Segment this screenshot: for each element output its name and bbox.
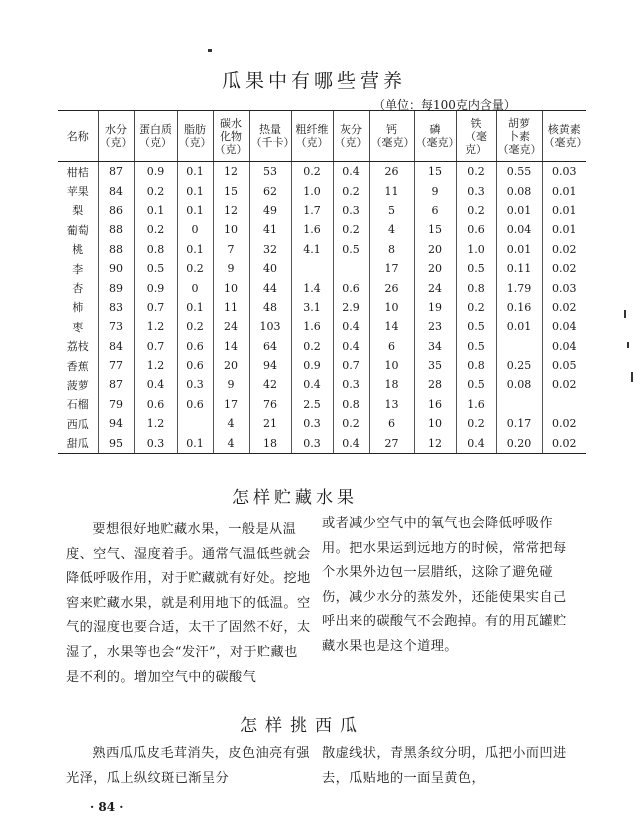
value-cell: 0.5 xyxy=(134,259,177,278)
column-header-line: （克） xyxy=(99,136,133,149)
value-cell: 8 xyxy=(369,240,414,259)
value-cell: 1.0 xyxy=(456,240,496,259)
value-cell: 49 xyxy=(249,201,291,220)
value-cell: 0.11 xyxy=(496,259,542,278)
value-cell: 0.4 xyxy=(333,162,369,182)
table-row xyxy=(58,414,586,433)
column-header xyxy=(496,111,542,162)
value-cell: 0.4 xyxy=(456,433,496,453)
value-cell: 0.9 xyxy=(291,356,333,375)
value-cell: 0.2 xyxy=(134,220,177,239)
value-cell: 24 xyxy=(414,278,456,297)
value-cell: 12 xyxy=(213,201,249,220)
value-cell: 0.2 xyxy=(134,181,177,200)
value-cell: 20 xyxy=(414,259,456,278)
value-cell: 15 xyxy=(213,181,249,200)
value-cell: 0.3 xyxy=(291,433,333,453)
storage-paragraph-left: 要想很好地贮藏水果，一般是从温度、空气、湿度着手。通常气温低些就会降低呼吸作用，对于贮藏就有好处。挖地窖来贮藏水果，就是利用地下的低温。空气的湿度也要合适，太干了固然不好，太湿了，水果等也会“发汗”，对于贮藏也是不利的。增加空气中的碳酸气 xyxy=(66,522,311,685)
column-header-line: （克） xyxy=(334,136,368,149)
value-cell xyxy=(496,395,542,414)
value-cell: 0.25 xyxy=(496,356,542,375)
value-cell: 48 xyxy=(249,298,291,317)
table-row xyxy=(58,181,586,200)
value-cell: 40 xyxy=(249,259,291,278)
fruit-name-cell: 枣 xyxy=(72,320,84,334)
value-cell: 0.04 xyxy=(542,317,586,336)
value-cell: 1.2 xyxy=(134,414,177,433)
value-cell: 0.01 xyxy=(542,201,586,220)
value-cell: 0.02 xyxy=(542,414,586,433)
value-cell: 79 xyxy=(98,395,134,414)
table-row xyxy=(58,201,586,220)
fruit-name-cell: 甜瓜 xyxy=(58,433,98,453)
value-cell: 12 xyxy=(213,162,249,182)
value-cell: 83 xyxy=(98,298,134,317)
column-header xyxy=(213,111,249,162)
margin-mark xyxy=(624,310,626,318)
value-cell: 0.3 xyxy=(333,201,369,220)
value-cell: 41 xyxy=(249,220,291,239)
table-header-row xyxy=(58,111,586,162)
column-header-line: 钙 xyxy=(386,123,397,136)
value-cell: 0.5 xyxy=(333,240,369,259)
column-header-line: （克） xyxy=(295,136,329,149)
column-header-line: （克） xyxy=(139,136,172,149)
value-cell: 16 xyxy=(414,395,456,414)
value-cell: 0.08 xyxy=(496,181,542,200)
value-cell: 6 xyxy=(369,414,414,433)
value-cell: 32 xyxy=(249,240,291,259)
table-row xyxy=(58,375,586,394)
fruit-name-cell: 柿 xyxy=(72,301,84,315)
table-row xyxy=(58,162,586,182)
value-cell: 12 xyxy=(414,433,456,453)
fruit-name-cell: 香蕉 xyxy=(66,359,89,373)
value-cell: 53 xyxy=(249,162,291,182)
value-cell: 95 xyxy=(98,433,134,453)
value-cell: 21 xyxy=(249,414,291,433)
value-cell: 0.1 xyxy=(177,201,213,220)
value-cell: 0.2 xyxy=(333,181,369,200)
margin-mark xyxy=(631,372,633,382)
value-cell: 0.2 xyxy=(333,220,369,239)
column-header-line: 名称 xyxy=(66,129,89,143)
table-row xyxy=(58,259,586,278)
value-cell: 15 xyxy=(414,220,456,239)
value-cell: 0.4 xyxy=(333,337,369,356)
value-cell: 0.3 xyxy=(134,433,177,453)
value-cell: 10 xyxy=(213,278,249,297)
value-cell: 26 xyxy=(369,162,414,182)
value-cell: 4.1 xyxy=(291,240,333,259)
value-cell: 1.2 xyxy=(134,356,177,375)
column-header xyxy=(134,111,177,162)
value-cell: 86 xyxy=(98,201,134,220)
value-cell: 0.6 xyxy=(134,395,177,414)
value-cell: 0.6 xyxy=(177,337,213,356)
value-cell: 0.02 xyxy=(542,298,586,317)
value-cell: 14 xyxy=(369,317,414,336)
fruit-name-cell: 葡萄 xyxy=(66,223,89,237)
column-header xyxy=(414,111,460,162)
value-cell: 90 xyxy=(98,259,134,278)
value-cell: 13 xyxy=(369,395,414,414)
value-cell: 0.16 xyxy=(496,298,542,317)
value-cell: 15 xyxy=(414,162,456,182)
value-cell: 94 xyxy=(98,414,134,433)
fruit-name-cell: 李 xyxy=(72,262,84,276)
value-cell: 0.2 xyxy=(456,298,496,317)
value-cell: 89 xyxy=(98,278,134,297)
value-cell: 62 xyxy=(249,181,291,200)
value-cell: 0.1 xyxy=(177,162,213,182)
column-header-line: 脂肪 xyxy=(184,123,206,136)
column-header-line: 胡萝 xyxy=(508,116,530,130)
column-header-line: （毫克） xyxy=(415,136,460,149)
table-row xyxy=(58,395,586,414)
margin-mark xyxy=(627,342,629,348)
fruit-name-cell: 梨 xyxy=(72,204,84,218)
value-cell: 0.2 xyxy=(456,201,496,220)
value-cell: 0.55 xyxy=(496,162,542,182)
table-row xyxy=(58,356,586,375)
value-cell: 0.4 xyxy=(333,317,369,336)
value-cell: 10 xyxy=(414,414,456,433)
value-cell: 0.20 xyxy=(496,433,542,453)
value-cell: 84 xyxy=(98,181,134,200)
value-cell: 0.6 xyxy=(177,395,213,414)
column-header xyxy=(456,111,496,162)
column-header-line: 蛋白质 xyxy=(139,123,172,136)
value-cell: 73 xyxy=(98,317,134,336)
column-header xyxy=(542,111,586,162)
value-cell: 1.79 xyxy=(496,278,542,297)
value-cell: 18 xyxy=(249,433,291,453)
value-cell: 0.01 xyxy=(542,181,586,200)
column-header-line: 粗纤维 xyxy=(295,123,329,136)
column-header-line: 水分 xyxy=(105,123,127,136)
value-cell: 0.5 xyxy=(456,337,496,356)
value-cell: 0.01 xyxy=(496,317,542,336)
value-cell: 17 xyxy=(369,259,414,278)
value-cell: 0.01 xyxy=(496,240,542,259)
watermelon-paragraph-left: 熟西瓜瓜皮毛茸消失，皮色油亮有强光泽，瓜上纵纹斑已渐呈分 xyxy=(66,746,310,786)
value-cell: 2.9 xyxy=(333,298,369,317)
value-cell xyxy=(496,337,542,356)
value-cell: 0.2 xyxy=(177,317,213,336)
column-header-line: 卜素 xyxy=(508,129,530,143)
column-header xyxy=(177,111,213,162)
value-cell: 0.2 xyxy=(333,414,369,433)
column-header xyxy=(291,111,333,162)
value-cell: 0.17 xyxy=(496,414,542,433)
value-cell: 20 xyxy=(213,356,249,375)
value-cell: 1.2 xyxy=(134,317,177,336)
value-cell: 94 xyxy=(249,356,291,375)
value-cell: 7 xyxy=(213,240,249,259)
unit-note: （单位：每100克内含量） xyxy=(373,98,516,112)
value-cell: 0.02 xyxy=(542,433,586,453)
value-cell: 0 xyxy=(177,220,213,239)
value-cell: 87 xyxy=(98,375,134,394)
value-cell: 0.04 xyxy=(542,337,586,356)
fruit-name-cell: 荔枝 xyxy=(66,340,89,354)
value-cell: 88 xyxy=(98,240,134,259)
value-cell: 1.6 xyxy=(291,317,333,336)
value-cell: 0.3 xyxy=(333,375,369,394)
value-cell: 20 xyxy=(414,240,456,259)
value-cell: 0.7 xyxy=(134,298,177,317)
column-header-line: 铁 xyxy=(470,116,482,130)
value-cell: 77 xyxy=(98,356,134,375)
value-cell: 2.5 xyxy=(291,395,333,414)
column-header-line: 碳水 xyxy=(220,116,242,130)
value-cell: 0.04 xyxy=(496,220,542,239)
value-cell: 4 xyxy=(213,433,249,453)
value-cell: 6 xyxy=(414,201,456,220)
column-header-line: （克） xyxy=(214,142,248,156)
column-header-line: （千卡） xyxy=(250,136,295,149)
table-row xyxy=(58,337,586,356)
value-cell: 5 xyxy=(369,201,414,220)
value-cell: 27 xyxy=(369,433,414,453)
fruit-name-cell: 苹果 xyxy=(66,185,89,199)
value-cell xyxy=(542,395,586,414)
value-cell: 88 xyxy=(98,220,134,239)
value-cell: 28 xyxy=(414,375,456,394)
value-cell: 0.8 xyxy=(134,240,177,259)
value-cell: 0.9 xyxy=(134,278,177,297)
table-row xyxy=(58,278,586,297)
value-cell: 3.1 xyxy=(291,298,333,317)
value-cell: 35 xyxy=(414,356,456,375)
column-header xyxy=(98,111,134,162)
value-cell: 17 xyxy=(213,395,249,414)
value-cell: 0.1 xyxy=(177,181,213,200)
value-cell: 0.05 xyxy=(542,356,586,375)
value-cell: 0.3 xyxy=(177,375,213,394)
table-row xyxy=(58,240,586,259)
value-cell: 0.8 xyxy=(456,356,496,375)
value-cell: 0.2 xyxy=(291,337,333,356)
value-cell: 1.6 xyxy=(456,395,496,414)
value-cell: 42 xyxy=(249,375,291,394)
value-cell: 14 xyxy=(213,337,249,356)
value-cell: 0.3 xyxy=(291,414,333,433)
value-cell xyxy=(333,259,369,278)
column-header-line: 磷 xyxy=(429,123,441,136)
value-cell: 34 xyxy=(414,337,456,356)
section-heading-storage: 怎样贮藏水果 xyxy=(232,488,358,508)
table-row xyxy=(58,220,586,239)
value-cell: 0.9 xyxy=(134,162,177,182)
value-cell: 18 xyxy=(369,375,414,394)
column-header-line: （毫克） xyxy=(543,136,588,149)
value-cell: 9 xyxy=(213,259,249,278)
fruit-name-cell: 菠萝 xyxy=(66,378,89,392)
fruit-name-cell: 石榴 xyxy=(66,398,89,412)
column-header-line: （毫克） xyxy=(370,136,415,149)
value-cell: 9 xyxy=(414,181,456,200)
value-cell: 0.01 xyxy=(542,220,586,239)
value-cell: 44 xyxy=(249,278,291,297)
value-cell: 0.01 xyxy=(496,201,542,220)
column-header xyxy=(58,111,98,162)
value-cell: 26 xyxy=(369,278,414,297)
value-cell: 103 xyxy=(249,317,291,336)
column-header-line: （毫克） xyxy=(497,142,542,156)
value-cell: 0.5 xyxy=(456,375,496,394)
value-cell: 0.02 xyxy=(542,259,586,278)
value-cell: 10 xyxy=(369,356,414,375)
value-cell: 11 xyxy=(369,181,414,200)
value-cell: 6 xyxy=(369,337,414,356)
value-cell: 84 xyxy=(98,337,134,356)
fruit-name-cell: 杏 xyxy=(72,282,84,296)
column-header xyxy=(369,111,414,162)
value-cell: 0.03 xyxy=(542,162,586,182)
value-cell: 19 xyxy=(414,298,456,317)
value-cell: 0.5 xyxy=(456,259,496,278)
watermelon-paragraph-right: 散虚线状，青黑条纹分明，瓜把小而凹进去，瓜贴地的一面呈黄色， xyxy=(322,746,567,786)
value-cell: 23 xyxy=(414,317,456,336)
page-number: · 84 · xyxy=(90,800,124,814)
value-cell: 4 xyxy=(369,220,414,239)
value-cell: 0.6 xyxy=(177,356,213,375)
value-cell: 0.08 xyxy=(496,375,542,394)
value-cell: 0.1 xyxy=(177,298,213,317)
value-cell: 10 xyxy=(369,298,414,317)
column-header-line: （克） xyxy=(178,136,212,149)
table-row xyxy=(58,298,586,317)
table-row xyxy=(58,317,586,336)
value-cell: 9 xyxy=(213,375,249,394)
value-cell xyxy=(177,414,213,433)
print-speck xyxy=(208,49,212,52)
value-cell: 0.4 xyxy=(333,433,369,453)
value-cell: 1.7 xyxy=(291,201,333,220)
value-cell: 0.1 xyxy=(177,433,213,453)
value-cell: 0.4 xyxy=(134,375,177,394)
value-cell xyxy=(291,259,333,278)
storage-paragraph-right: 或者减少空气中的氧气也会降低呼吸作用。把水果运到远地方的时候，常常把每个水果外边包一层腊纸，这除了避免碰伤，减少水分的蒸发外，还能使果实自己呼出来的碳酸气不会跑掉。有的用瓦罐贮藏水果也是这个道理。 xyxy=(322,516,567,654)
value-cell: 0.2 xyxy=(456,414,496,433)
fruit-name-cell: 桃 xyxy=(72,243,84,257)
fruit-name-cell: 西瓜 xyxy=(66,417,89,431)
page-title: 瓜果中有哪些营养 xyxy=(222,70,407,92)
value-cell: 0.02 xyxy=(542,240,586,259)
value-cell: 0.2 xyxy=(291,162,333,182)
value-cell: 64 xyxy=(249,337,291,356)
column-header-line: （毫克） xyxy=(465,129,487,156)
value-cell: 0.2 xyxy=(456,162,496,182)
column-header xyxy=(249,111,295,162)
table-row xyxy=(58,433,586,453)
nutrition-table xyxy=(58,110,586,454)
value-cell: 0.7 xyxy=(333,356,369,375)
value-cell: 1.6 xyxy=(291,220,333,239)
value-cell: 10 xyxy=(213,220,249,239)
value-cell: 0.1 xyxy=(177,240,213,259)
section-heading-watermelon: 怎样挑西瓜 xyxy=(240,716,365,736)
value-cell: 0.4 xyxy=(291,375,333,394)
value-cell: 0.02 xyxy=(542,375,586,394)
value-cell: 0.6 xyxy=(456,220,496,239)
value-cell: 0.3 xyxy=(456,181,496,200)
value-cell: 0.6 xyxy=(333,278,369,297)
column-header-line: 热量 xyxy=(259,123,281,136)
column-header-line: 灰分 xyxy=(340,123,362,136)
value-cell: 0.8 xyxy=(456,278,496,297)
value-cell: 87 xyxy=(98,162,134,182)
value-cell: 0.5 xyxy=(456,317,496,336)
value-cell: 24 xyxy=(213,317,249,336)
value-cell: 0.2 xyxy=(177,259,213,278)
column-header xyxy=(333,111,369,162)
value-cell: 11 xyxy=(213,298,249,317)
value-cell: 1.0 xyxy=(291,181,333,200)
value-cell: 0 xyxy=(177,278,213,297)
column-header-line: 化物 xyxy=(220,129,242,143)
value-cell: 0.7 xyxy=(134,337,177,356)
value-cell: 1.4 xyxy=(291,278,333,297)
value-cell: 0.03 xyxy=(542,278,586,297)
value-cell: 0.1 xyxy=(134,201,177,220)
value-cell: 4 xyxy=(213,414,249,433)
value-cell: 76 xyxy=(249,395,291,414)
column-header-line: 核黄素 xyxy=(547,123,581,136)
value-cell: 0.8 xyxy=(333,395,369,414)
fruit-name-cell: 柑桔 xyxy=(66,165,89,179)
